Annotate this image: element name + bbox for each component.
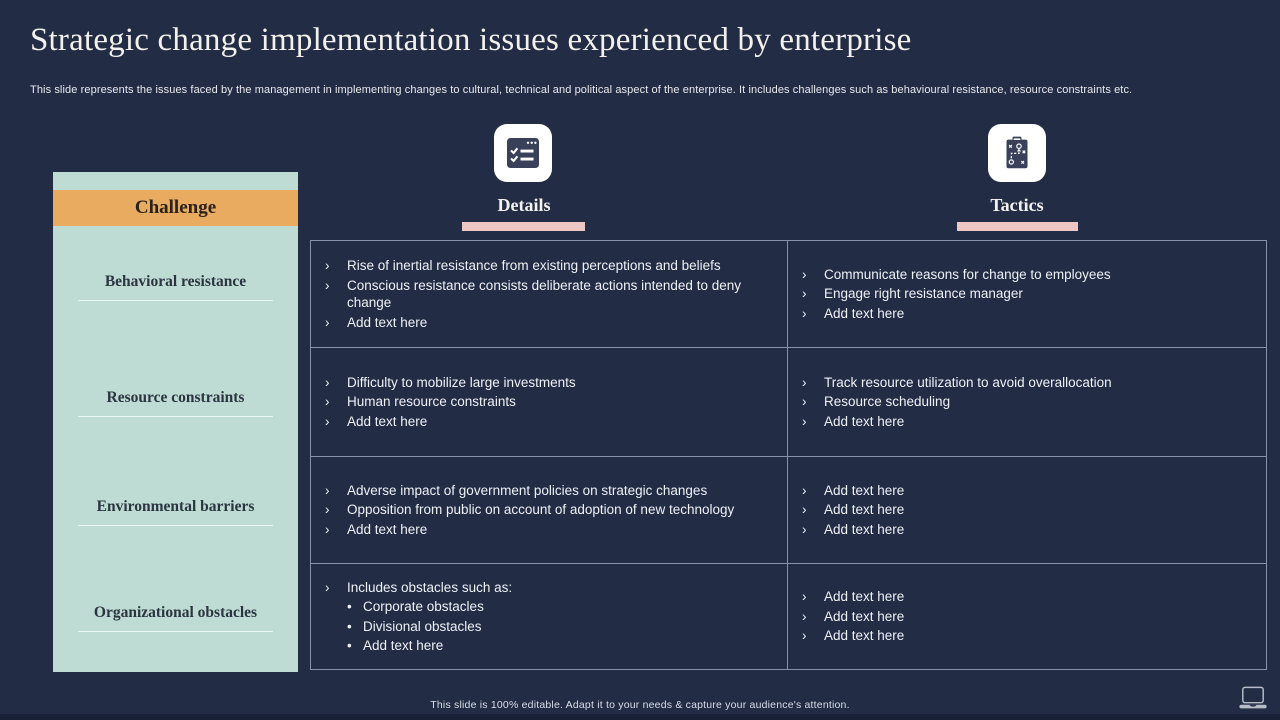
label-underline — [78, 631, 273, 632]
list-item: › Add text here — [802, 502, 905, 518]
list-item: › Human resource constraints — [325, 394, 516, 410]
table-cell-tactics-resource — [788, 348, 1266, 457]
chevron-bullet: › — [802, 628, 807, 644]
chevron-bullet: › — [802, 521, 807, 537]
list-item: › Add text here — [802, 589, 905, 605]
challenge-labels — [53, 226, 298, 670]
list-item: › Add text here — [802, 482, 905, 498]
challenge-column-header: Challenge — [53, 190, 298, 226]
list-item: › Adverse impact of government policies on strategic changes — [325, 482, 708, 498]
chevron-bullet: › — [802, 266, 807, 282]
list-item: › Engage right resistance manager — [802, 286, 1023, 302]
chevron-bullet: › — [802, 374, 807, 390]
list-item: › Opposition from public on account of adoption of new technology — [325, 502, 735, 518]
label-underline — [78, 300, 273, 301]
list-item: › Difficulty to mobilize large investments — [325, 374, 576, 390]
list-item: › Add text here — [802, 628, 905, 644]
laptop-icon — [1236, 684, 1270, 712]
chevron-bullet: › — [325, 277, 330, 293]
list-item: › Add text here — [802, 521, 905, 537]
chevron-bullet: › — [802, 413, 807, 429]
sub-list-item: • Corporate obstacles — [347, 599, 484, 614]
sub-list-item: • Divisional obstacles — [347, 618, 482, 634]
issues-table — [310, 240, 1267, 670]
chevron-bullet: › — [325, 258, 330, 273]
page-title: Strategic change implementation issues experienced by enterprise — [30, 22, 912, 58]
challenge-label-behavioral: Behavioral resistance — [53, 226, 298, 348]
label-underline — [78, 525, 273, 526]
checklist-window-icon — [494, 124, 552, 182]
chevron-bullet: › — [802, 286, 807, 302]
list-item: › Includes obstacles such as: — [325, 579, 513, 595]
dot-bullet: • — [347, 618, 352, 634]
challenge-label-organizational: Organizational obstacles — [53, 566, 298, 670]
footer-note: This slide is 100% editable. Adapt it to your needs & capture your audience's attention. — [430, 699, 850, 711]
list-item: › Conscious resistance consists deliberate actions intended to deny change — [325, 277, 741, 310]
table-cell-tactics-organizational — [788, 564, 1266, 669]
list-item: › Add text here — [802, 413, 905, 429]
dot-bullet: • — [347, 599, 352, 614]
table-cell-details-resource — [311, 348, 788, 457]
tactics-column-header: Tactics — [990, 195, 1044, 215]
chevron-bullet: › — [325, 413, 330, 429]
list-item: › Communicate reasons for change to employees — [802, 266, 1111, 282]
dot-bullet: • — [347, 638, 352, 653]
list-item: › Add text here — [325, 413, 428, 429]
table-cell-tactics-behavioral — [788, 241, 1266, 348]
strategy-clipboard-icon — [988, 124, 1046, 182]
bottom-strip — [0, 714, 1280, 720]
chevron-bullet: › — [325, 482, 330, 498]
list-item: › Add text here — [325, 521, 428, 537]
challenge-label-resource: Resource constraints — [53, 348, 298, 458]
chevron-bullet: › — [325, 394, 330, 410]
list-item: › Resource scheduling — [802, 394, 951, 410]
chevron-bullet: › — [802, 608, 807, 624]
details-column-header: Details — [497, 195, 551, 215]
tactics-header-underline — [957, 222, 1078, 231]
chevron-bullet: › — [325, 521, 330, 537]
list-item: › Add text here — [802, 608, 905, 624]
table-cell-details-organizational — [311, 564, 788, 669]
sub-list-item: • Add text here — [347, 638, 444, 653]
challenge-column — [53, 172, 298, 672]
chevron-bullet: › — [802, 502, 807, 518]
list-item: › Track resource utilization to avoid overallocation — [802, 374, 1112, 390]
table-cell-details-environmental — [311, 457, 788, 564]
details-header-underline — [462, 222, 585, 231]
chevron-bullet: › — [325, 502, 330, 518]
challenge-label-environmental: Environmental barriers — [53, 458, 298, 566]
chevron-bullet: › — [325, 579, 330, 595]
chevron-bullet: › — [802, 305, 807, 321]
table-cell-tactics-environmental — [788, 457, 1266, 564]
chevron-bullet: › — [325, 374, 330, 390]
chevron-bullet: › — [325, 314, 330, 330]
chevron-bullet: › — [802, 589, 807, 605]
label-underline — [78, 416, 273, 417]
chevron-bullet: › — [802, 482, 807, 498]
chevron-bullet: › — [802, 394, 807, 410]
table-cell-details-behavioral — [311, 241, 788, 348]
slide-description: This slide represents the issues faced by the management in implementing changes to cultural, technical and political aspect of the enterprise. It includes challenges such as behavioural resistance, resource constraints etc. — [30, 84, 1133, 96]
list-item: › Rise of inertial resistance from existing perceptions and beliefs — [325, 258, 721, 273]
list-item: › Add text here — [802, 305, 905, 321]
list-item: › Add text here — [325, 314, 428, 330]
